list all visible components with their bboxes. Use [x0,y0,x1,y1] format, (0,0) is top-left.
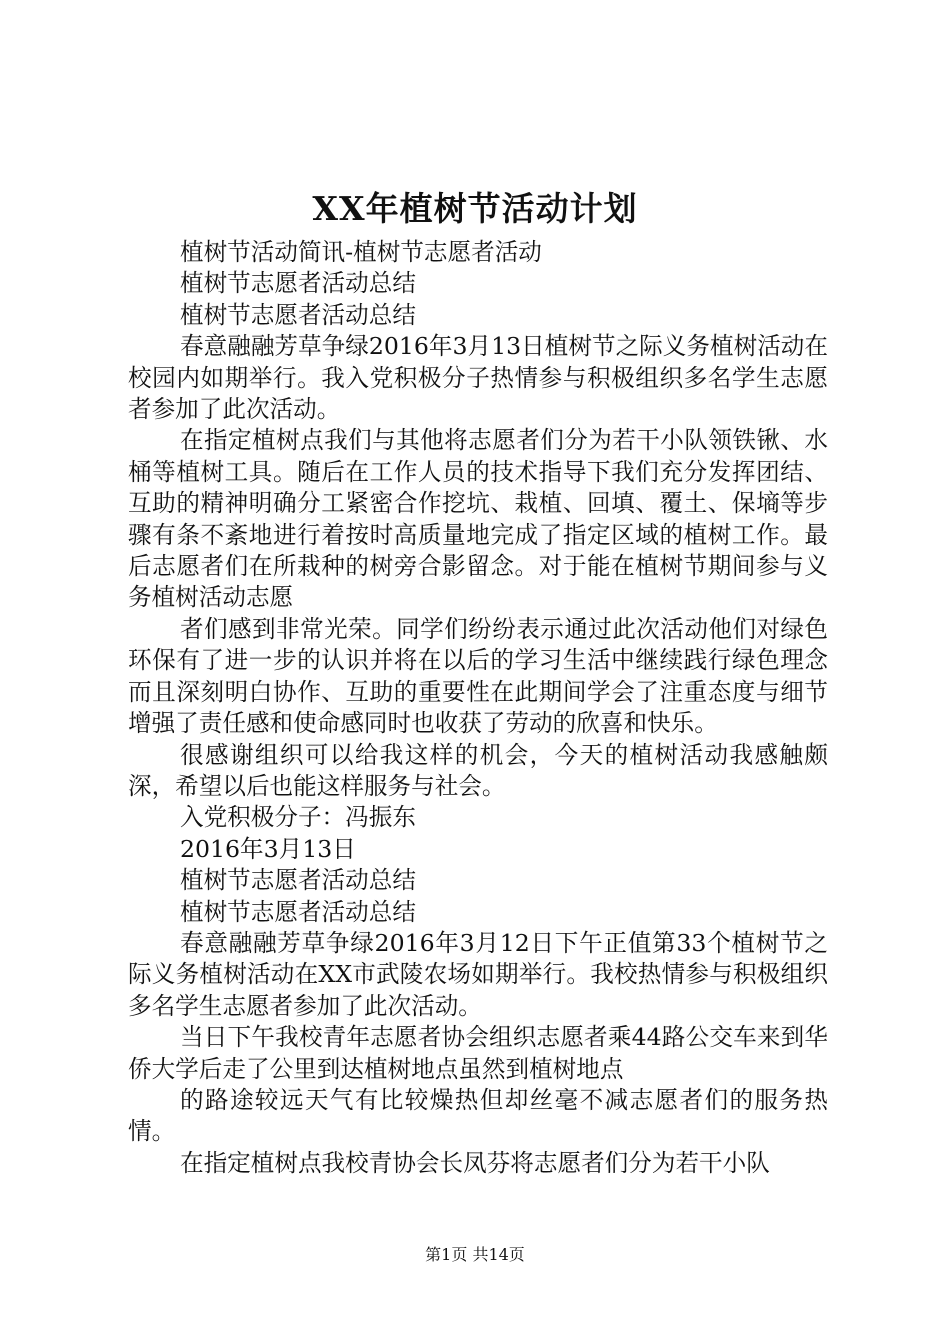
paragraph: 植树节志愿者活动总结 [180,866,416,895]
paragraph: 在指定植树点我校青协会长凤芬将志愿者们分为若干小队 [180,1148,770,1177]
document-body [128,237,828,1179]
paragraph: 植树节志愿者活动总结 [180,897,416,926]
paragraph: 很感谢组织可以给我这样的机会，今天的植树活动我感触颇深，希望以后也能这样服务与社会。 [128,740,828,800]
paragraph: 者们感到非常光荣。同学们纷纷表示通过此次活动他们对绿色环保有了进一步的认识并将在以后的学习生活中继续践行绿色理念而且深刻明白协作、互助的重要性在此期间学会了注重态度与细节增强了责任感和使命感同时也收获了劳动的欣喜和快乐。 [128,614,828,738]
signature-line: 入党积极分子：冯振东 [180,803,416,832]
paragraph: 植树节志愿者活动总结 [180,300,416,329]
paragraph: 的路途较远天气有比较燥热但却丝毫不减志愿者们的服务热情。 [128,1085,828,1146]
document-title: XX年植树节活动计划 [312,189,638,228]
page-footer: 第1页 共14页 [425,1245,525,1264]
paragraph: 当日下午我校青年志愿者协会组织志愿者乘44路公交车来到华侨大学后走了公里到达植树地点虽然到植树地点 [128,1023,828,1083]
paragraph: 植树节志愿者活动总结 [180,269,416,298]
paragraph: 春意融融芳草争绿2016年3月12日下午正值第33个植树节之际义务植树活动在XX市武陵农场如期举行。我校热情参与积极组织多名学生志愿者参加了此次活动。 [128,928,828,1020]
paragraph: 植树节活动简讯-植树节志愿者活动 [180,238,542,266]
paragraph: 春意融融芳草争绿2016年3月13日植树节之际义务植树活动在校园内如期举行。我入党积极分子热情参与积极组织多名学生志愿者参加了此次活动。 [128,332,828,424]
date-line: 2016年3月13日 [180,834,356,863]
paragraph: 在指定植树点我们与其他将志愿者们分为若干小队领铁锹、水桶等植树工具。随后在工作人员的技术指导下我们充分发挥团结、互助的精神明确分工紧密合作挖坑、栽植、回填、覆土、保墒等步骤有条不紊地进行着按时高质量地完成了指定区域的植树工作。最后志愿者们在所栽种的树旁合影留念。对于能在植树节期间参与义务植树活动志愿 [128,426,828,612]
